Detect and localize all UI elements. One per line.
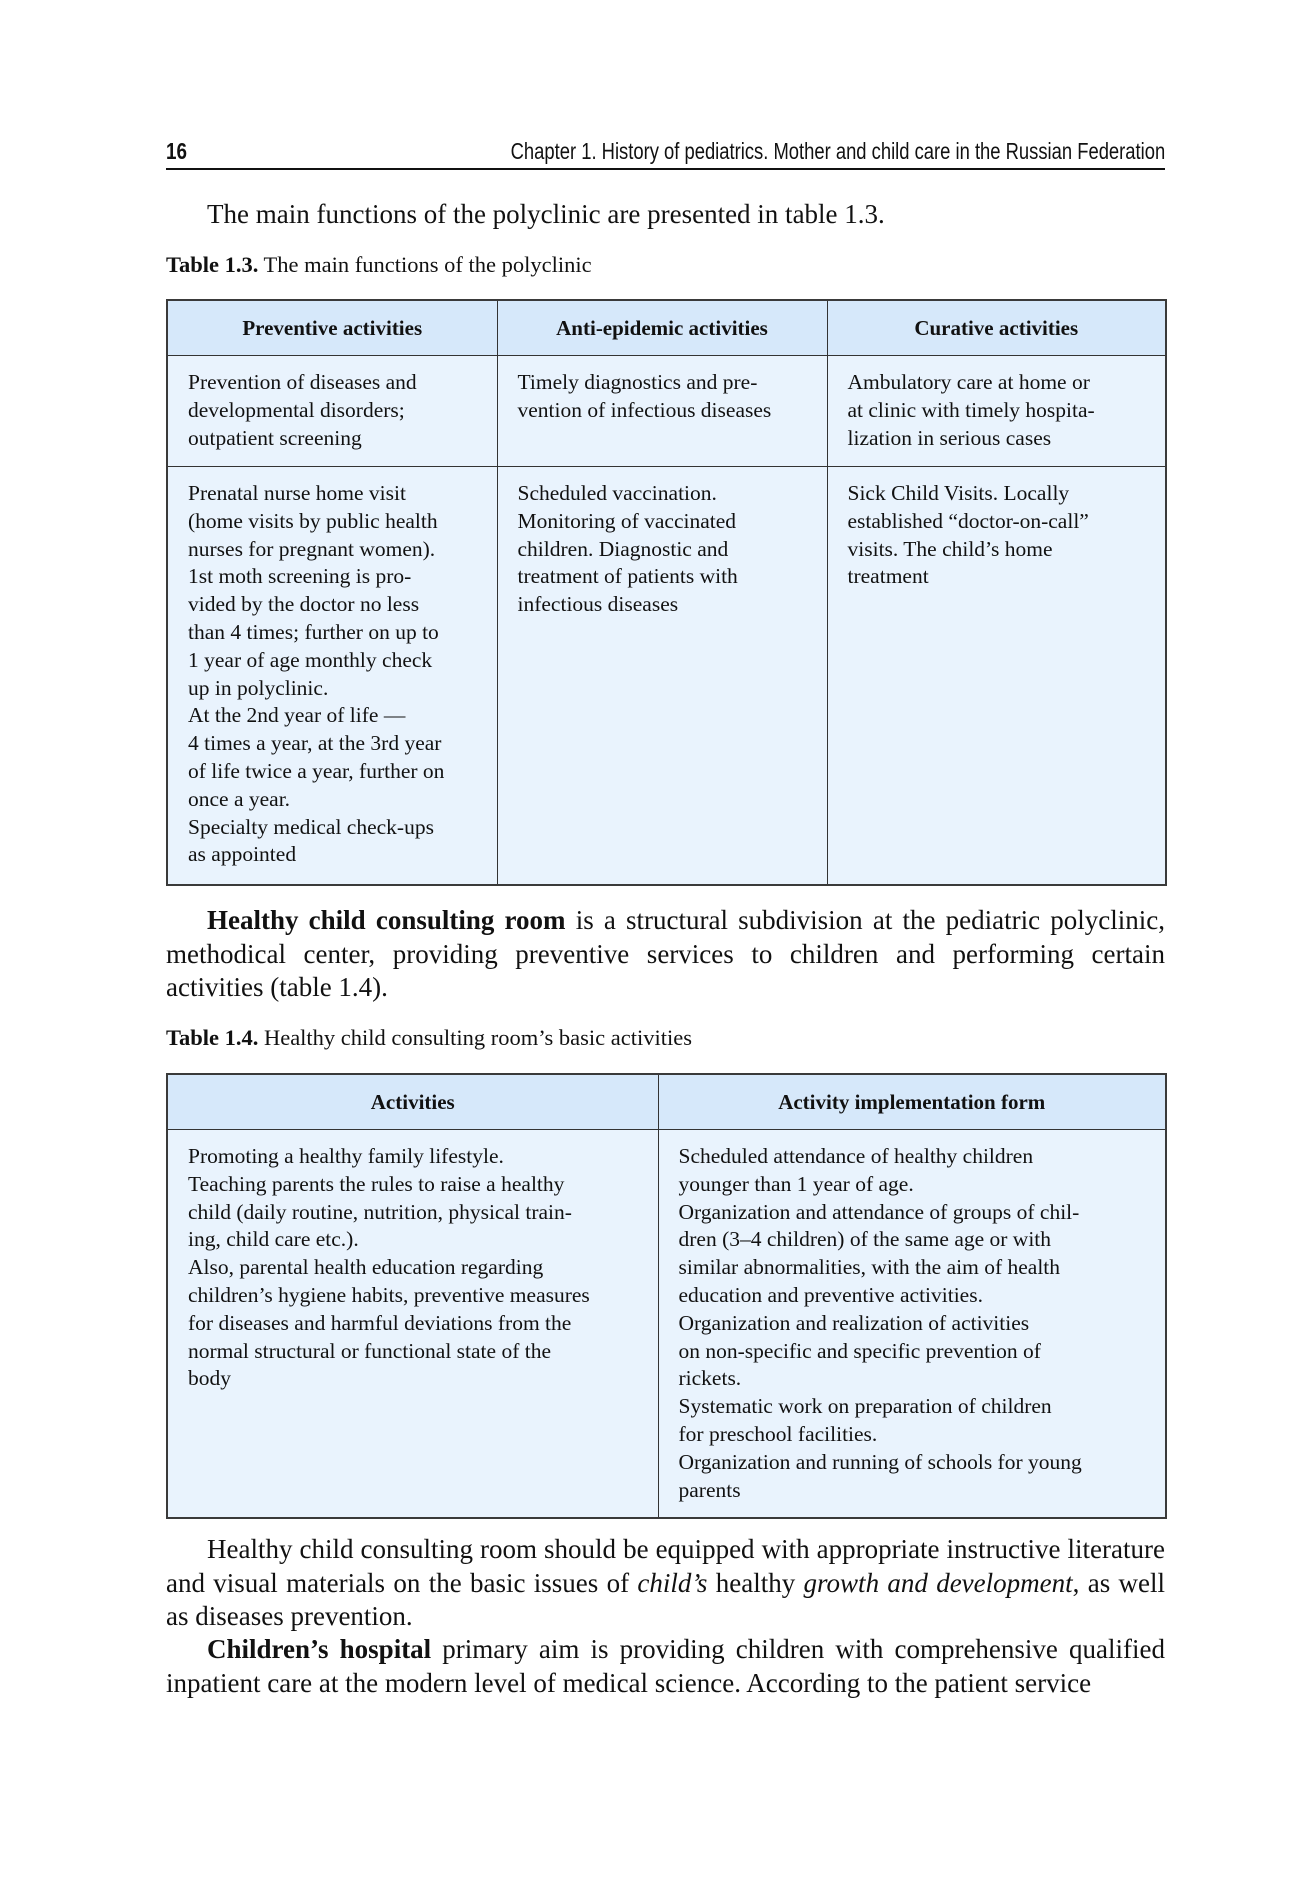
cell-text-line: on non-specific and specific prevention of: [678, 1338, 1041, 1363]
table-cell: [497, 356, 827, 467]
cell-text-line: treatment: [847, 564, 929, 589]
cell-text-line: parents: [678, 1477, 741, 1502]
table-cell: [167, 467, 497, 885]
cell-text-line: for diseases and harmful deviations from the: [188, 1310, 572, 1335]
cell-text-line: 1st moth screening is pro-: [188, 564, 412, 589]
cell-text-line: established “doctor-on-call”: [847, 508, 1089, 533]
cell-text-line: Sick Child Visits. Locally: [847, 481, 1070, 505]
chapter-title: Chapter 1. History of pediatrics. Mother and child care in the Russian Federation: [510, 138, 1165, 164]
cell-text-line: Monitoring of vaccinated: [517, 508, 737, 533]
caption-label: Table 1.3.: [166, 252, 259, 277]
table-header-row: [167, 300, 1166, 356]
cell-text-line: developmental disorders;: [188, 397, 405, 422]
column-header: Preventive activities: [167, 300, 497, 356]
cell-text-line: of life twice a year, further on: [188, 758, 445, 783]
cell-text-line: Scheduled attendance of healthy children: [678, 1144, 1034, 1168]
cell-text-line: rickets.: [678, 1366, 742, 1391]
cell-text-line: vention of infectious diseases: [517, 397, 772, 422]
cell-text-line: ing, child care etc.).: [188, 1227, 359, 1252]
cell-text-line: for preschool facilities.: [678, 1421, 878, 1446]
table-row: [167, 467, 1166, 885]
cell-text-line: Ambulatory care at home or: [847, 370, 1090, 394]
cell-text-line: Prevention of diseases and: [188, 370, 417, 394]
cell-text-line: treatment of patients with: [517, 564, 738, 589]
cell-text-line: lization in serious cases: [847, 425, 1052, 450]
cell-text-line: Organization and running of schools for young: [678, 1449, 1082, 1474]
cell-text-line: as appointed: [188, 842, 297, 867]
cell-text-line: Organization and realization of activities: [678, 1310, 1030, 1335]
cell-text-line: nurses for pregnant women).: [188, 536, 436, 561]
table-header-row: [167, 1074, 1166, 1130]
column-header: Curative activities: [827, 300, 1166, 356]
table-cell: [827, 356, 1166, 467]
cell-text-line: Specialty medical check-ups: [188, 814, 434, 839]
table-1-4-caption: [166, 1025, 692, 1051]
cell-text-line: children’s hygiene habits, preventive measures: [188, 1282, 590, 1307]
table-cell: [497, 467, 827, 885]
cell-text-line: Promoting a healthy family lifestyle.: [188, 1144, 504, 1168]
table-row: [167, 356, 1166, 467]
table-cell: [827, 467, 1166, 885]
cell-text-line: (home visits by public health: [188, 508, 438, 533]
table-cell: [658, 1130, 1166, 1518]
cell-text-line: vided by the doctor no less: [188, 592, 420, 617]
cell-text-line: younger than 1 year of age.: [678, 1171, 914, 1196]
column-header: Anti-epidemic activities: [497, 300, 827, 356]
cell-text-line: infectious diseases: [517, 592, 679, 617]
column-header: Activities: [167, 1074, 658, 1130]
caption-text: The main functions of the polyclinic: [263, 252, 592, 277]
cell-text-line: than 4 times; further on up to: [188, 619, 439, 644]
cell-text-line: At the 2nd year of life —: [188, 703, 406, 728]
table-cell: [167, 1130, 658, 1518]
cell-text-line: child (daily routine, nutrition, physical train-: [188, 1199, 572, 1224]
caption-text: Healthy child consulting room’s basic activities: [263, 1025, 692, 1050]
table-1-4: [166, 1073, 1167, 1519]
cell-text-line: Also, parental health education regarding: [188, 1255, 544, 1280]
cell-text-line: similar abnormalities, with the aim of health: [678, 1255, 1061, 1280]
table-1-3-caption: [166, 252, 592, 278]
cell-text-line: Teaching parents the rules to raise a healthy: [188, 1171, 565, 1196]
cell-text-line: at clinic with timely hospita-: [847, 397, 1095, 422]
cell-text-line: Systematic work on preparation of children: [678, 1394, 1052, 1419]
equipment-paragraph: Healthy child consulting room should be equipped with appropriate instructive literature and visual materials on the basic issues of child’s healthy growth and development, as well as diseases prevention.: [166, 1534, 1165, 1631]
cell-text-line: Prenatal nurse home visit: [188, 481, 406, 505]
consulting-room-paragraph: Healthy child consulting room is a structural subdivision at the pediatric polyclinic, methodical center, providing preventive services to children and performing certain activities (table 1.4).: [166, 905, 1165, 1002]
cell-text-line: Scheduled vaccination.: [517, 481, 717, 505]
column-header: Activity implementation form: [658, 1074, 1166, 1130]
bold-term: Healthy child consulting room: [207, 905, 566, 935]
table-1-3: [166, 299, 1167, 886]
running-header: [166, 134, 1165, 170]
intro-paragraph: The main functions of the polyclinic are presented in table 1.3.: [207, 199, 885, 229]
page-number: 16: [166, 138, 187, 164]
cell-text-line: 4 times a year, at the 3rd year: [188, 731, 442, 756]
cell-text-line: visits. The child’s home: [847, 536, 1053, 561]
cell-text-line: Organization and attendance of groups of chil-: [678, 1199, 1080, 1224]
cell-text-line: 1 year of age monthly check: [188, 647, 433, 672]
cell-text-line: up in polyclinic.: [188, 675, 329, 700]
cell-text-line: education and preventive activities.: [678, 1282, 983, 1307]
bold-term: Children’s hospital: [207, 1634, 432, 1664]
cell-text-line: outpatient screening: [188, 425, 362, 450]
cell-text-line: once a year.: [188, 786, 291, 811]
table-cell: [167, 356, 497, 467]
hospital-paragraph: Children’s hospital primary aim is providing children with comprehensive qualified inpatient care at the modern level of medical science. According to the patient service: [166, 1634, 1165, 1698]
cell-text-line: body: [188, 1366, 231, 1391]
cell-text-line: normal structural or functional state of the: [188, 1338, 551, 1363]
table-row: [167, 1130, 1166, 1518]
caption-label: Table 1.4.: [166, 1025, 259, 1050]
cell-text-line: children. Diagnostic and: [517, 536, 729, 561]
cell-text-line: Timely diagnostics and pre-: [517, 370, 758, 394]
cell-text-line: dren (3–4 children) of the same age or with: [678, 1227, 1052, 1252]
